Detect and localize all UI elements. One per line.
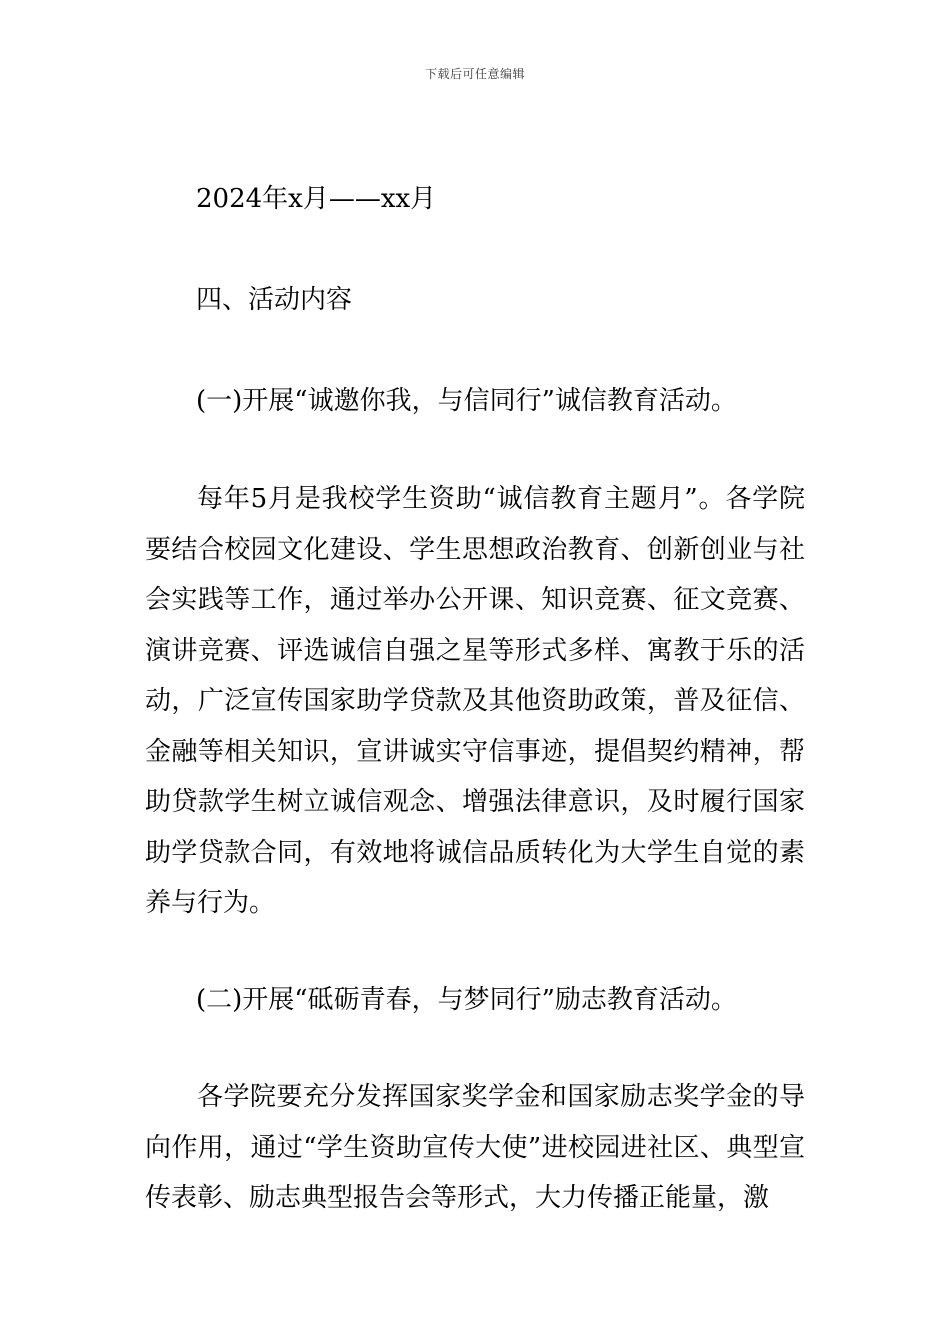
date-range: 2024年x月——xx月 <box>196 184 437 214</box>
item1-body-paragraph: 每年5月是我校学生资助“诚信教育主题月”。各学院要结合校园文化建设、学生思想政治教育、创新创业与社会实践等工作，通过举办公开课、知识竞赛、征文竞赛、演讲竞赛、评选诚信自强之星等形式多样、寓教于乐的活动，广泛宣传国家助学贷款及其他资助政策，普及征信、金融等相关知识，宣讲诚实守信事迹，提倡契约精神，帮助贷款学生树立诚信观念、增强法律意识，及时履行国家助学贷款合同，有效地将诚信品质转化为大学生自觉的素养与行为。 <box>145 484 805 918</box>
section-heading: 四、活动内容 <box>196 285 353 315</box>
item1-heading: (一)开展“诚邀你我，与信同行”诚信教育活动。 <box>196 386 737 416</box>
header-note: 下载后可任意编辑 <box>424 67 525 81</box>
item2-body-paragraph: 各学院要充分发挥国家奖学金和国家励志奖学金的导向作用，通过“学生资助宣传大使”进校园进社区、典型宣传表彰、励志典型报告会等形式，大力传播正能量，激 <box>145 1082 805 1213</box>
item2-heading: (二)开展“砥砺青春，与梦同行”励志教育活动。 <box>196 985 737 1015</box>
